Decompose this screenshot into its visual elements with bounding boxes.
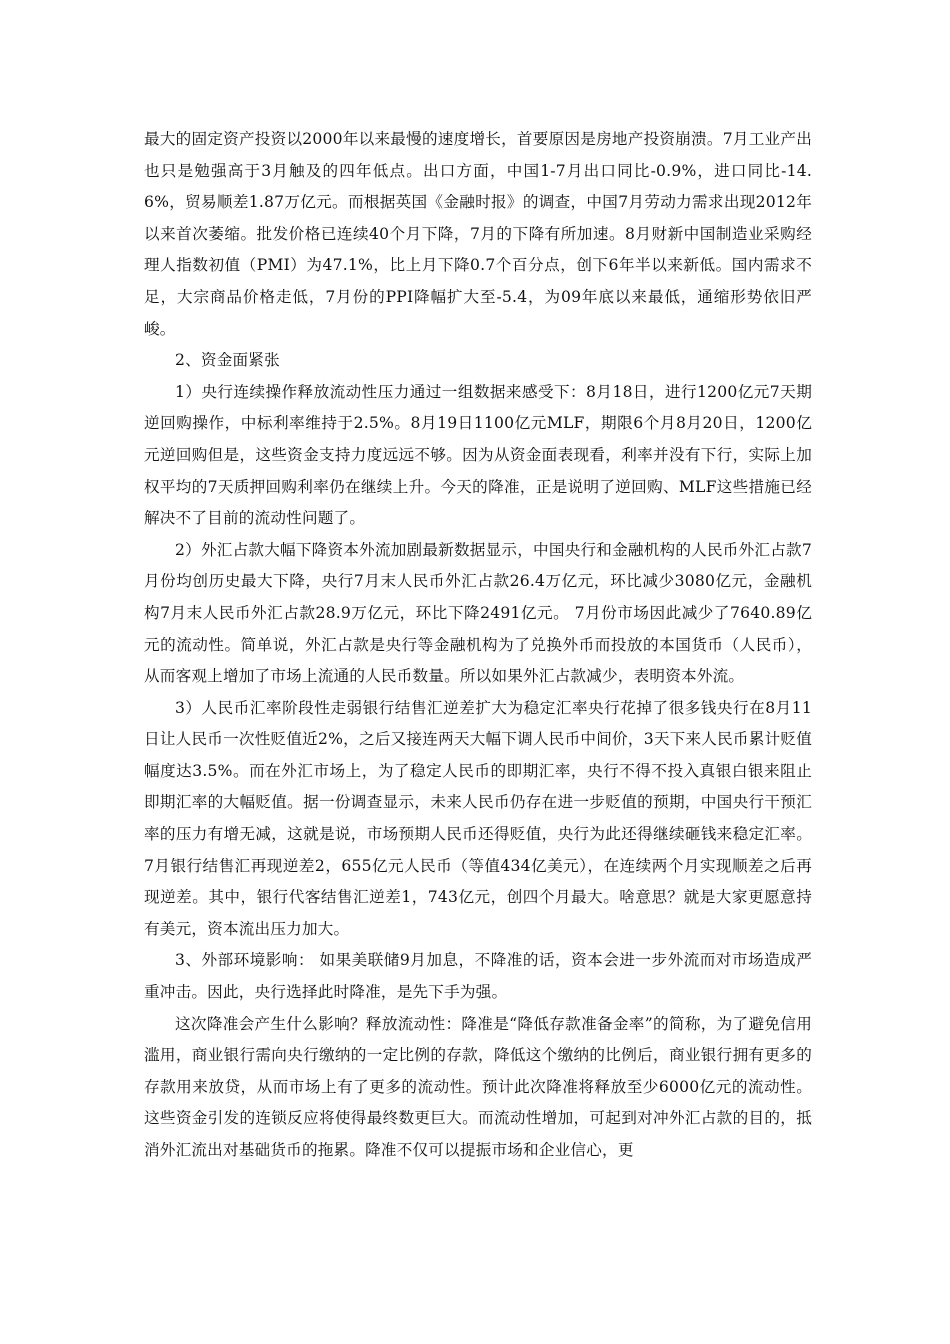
paragraph-rmb-exchange-rate: 3）人民币汇率阶段性走弱银行结售汇逆差扩大为稳定汇率央行花掉了很多钱央行在8月11日让人民币一次性贬值近2%，之后又接连两天大幅下调人民币中间价，3天下来人民币累计贬值幅度达3.5%。而在外汇市场上，为了稳定人民币的即期汇率，央行不得不投入真银白银来阻止即期汇率的大幅贬值。据一份调查显示，未来人民币仍存在进一步贬值的预期，中国央行干预汇率的压力有增无减，这就是说，市场预期人民币还得贬值，央行为此还得继续砸钱来稳定汇率。7月银行结售汇再现逆差2，655亿元人民币（等值434亿美元），在连续两个月实现顺差之后再现逆差。其中，银行代客结售汇逆差1，743亿元，创四个月最大。啥意思？就是大家更愿意持有美元，资本流出压力加大。 [144, 698, 812, 938]
paragraph-investment-trade: 最大的固定资产投资以2000年以来最慢的速度增长，首要原因是房地产投资崩溃。7月工业产出也只是勉强高于3月触及的四年低点。出口方面，中国1-7月出口同比-0.9%，进口同比-14.6%，贸易顺差1.87万亿元。而根据英国《金融时报》的调查，中国7月劳动力需求出现2012年以来首次萎缩。批发价格已连续40个月下降，7月的下降有所加速。8月财新中国制造业采购经理人指数初值（PMI）为47.1%，比上月下降0.7个百分点，创下6年半以来新低。国内需求不足，大宗商品价格走低，7月份的PPI降幅扩大至-5.4，为09年底以来最低，通缩形势依旧严峻。 [144, 130, 812, 338]
paragraph-central-bank-operations: 1）央行连续操作释放流动性压力通过一组数据来感受下：8月18日，进行1200亿元7天期逆回购操作，中标利率维持于2.5%。8月19日1100亿元MLF，期限6个月8月20日，1200亿元逆回购但是，这些资金支持力度远远不够。因为从资金面表现看，利率并没有下行，实际上加权平均的7天质押回购利率仍在继续上升。今天的降准，正是说明了逆回购、MLF这些措施已经解决不了目前的流动性问题了。 [144, 382, 812, 528]
paragraph-external-environment: 3、外部环境影响： 如果美联储9月加息，不降准的话，资本会进一步外流而对市场造成严重冲击。因此，央行选择此时降准，是先下手为强。 [144, 951, 812, 1002]
paragraph-fx-reserves-decline: 2）外汇占款大幅下降资本外流加剧最新数据显示，中国央行和金融机构的人民币外汇占款7月份均创历史最大下降，央行7月末人民币外汇占款26.4万亿元，环比减少3080亿元，金融机构7月末人民币外汇占款28.9万亿元，环比下降2491亿元。 7月份市场因此减少了7640.89亿元的流动性。简单说，外汇占款是央行等金融机构为了兑换外币而投放的本国货币（人民币），从而客观上增加了市场上流通的人民币数量。所以如果外汇占款减少，表明资本外流。 [144, 540, 812, 686]
section-heading-funding-tight: 2、资金面紧张 [175, 351, 280, 370]
document-body [144, 124, 812, 1167]
paragraph-rrr-cut-impact: 这次降准会产生什么影响？释放流动性：降准是“降低存款准备金率”的简称，为了避免信用滥用，商业银行需向央行缴纳的一定比例的存款，降低这个缴纳的比例后，商业银行拥有更多的存款用来放贷，从而市场上有了更多的流动性。预计此次降准将释放至少6000亿元的流动性。这些资金引发的连锁反应将使得最终数更巨大。而流动性增加，可起到对冲外汇占款的目的，抵消外汇流出对基础货币的拖累。降准不仅可以提振市场和企业信心，更 [144, 1014, 812, 1159]
